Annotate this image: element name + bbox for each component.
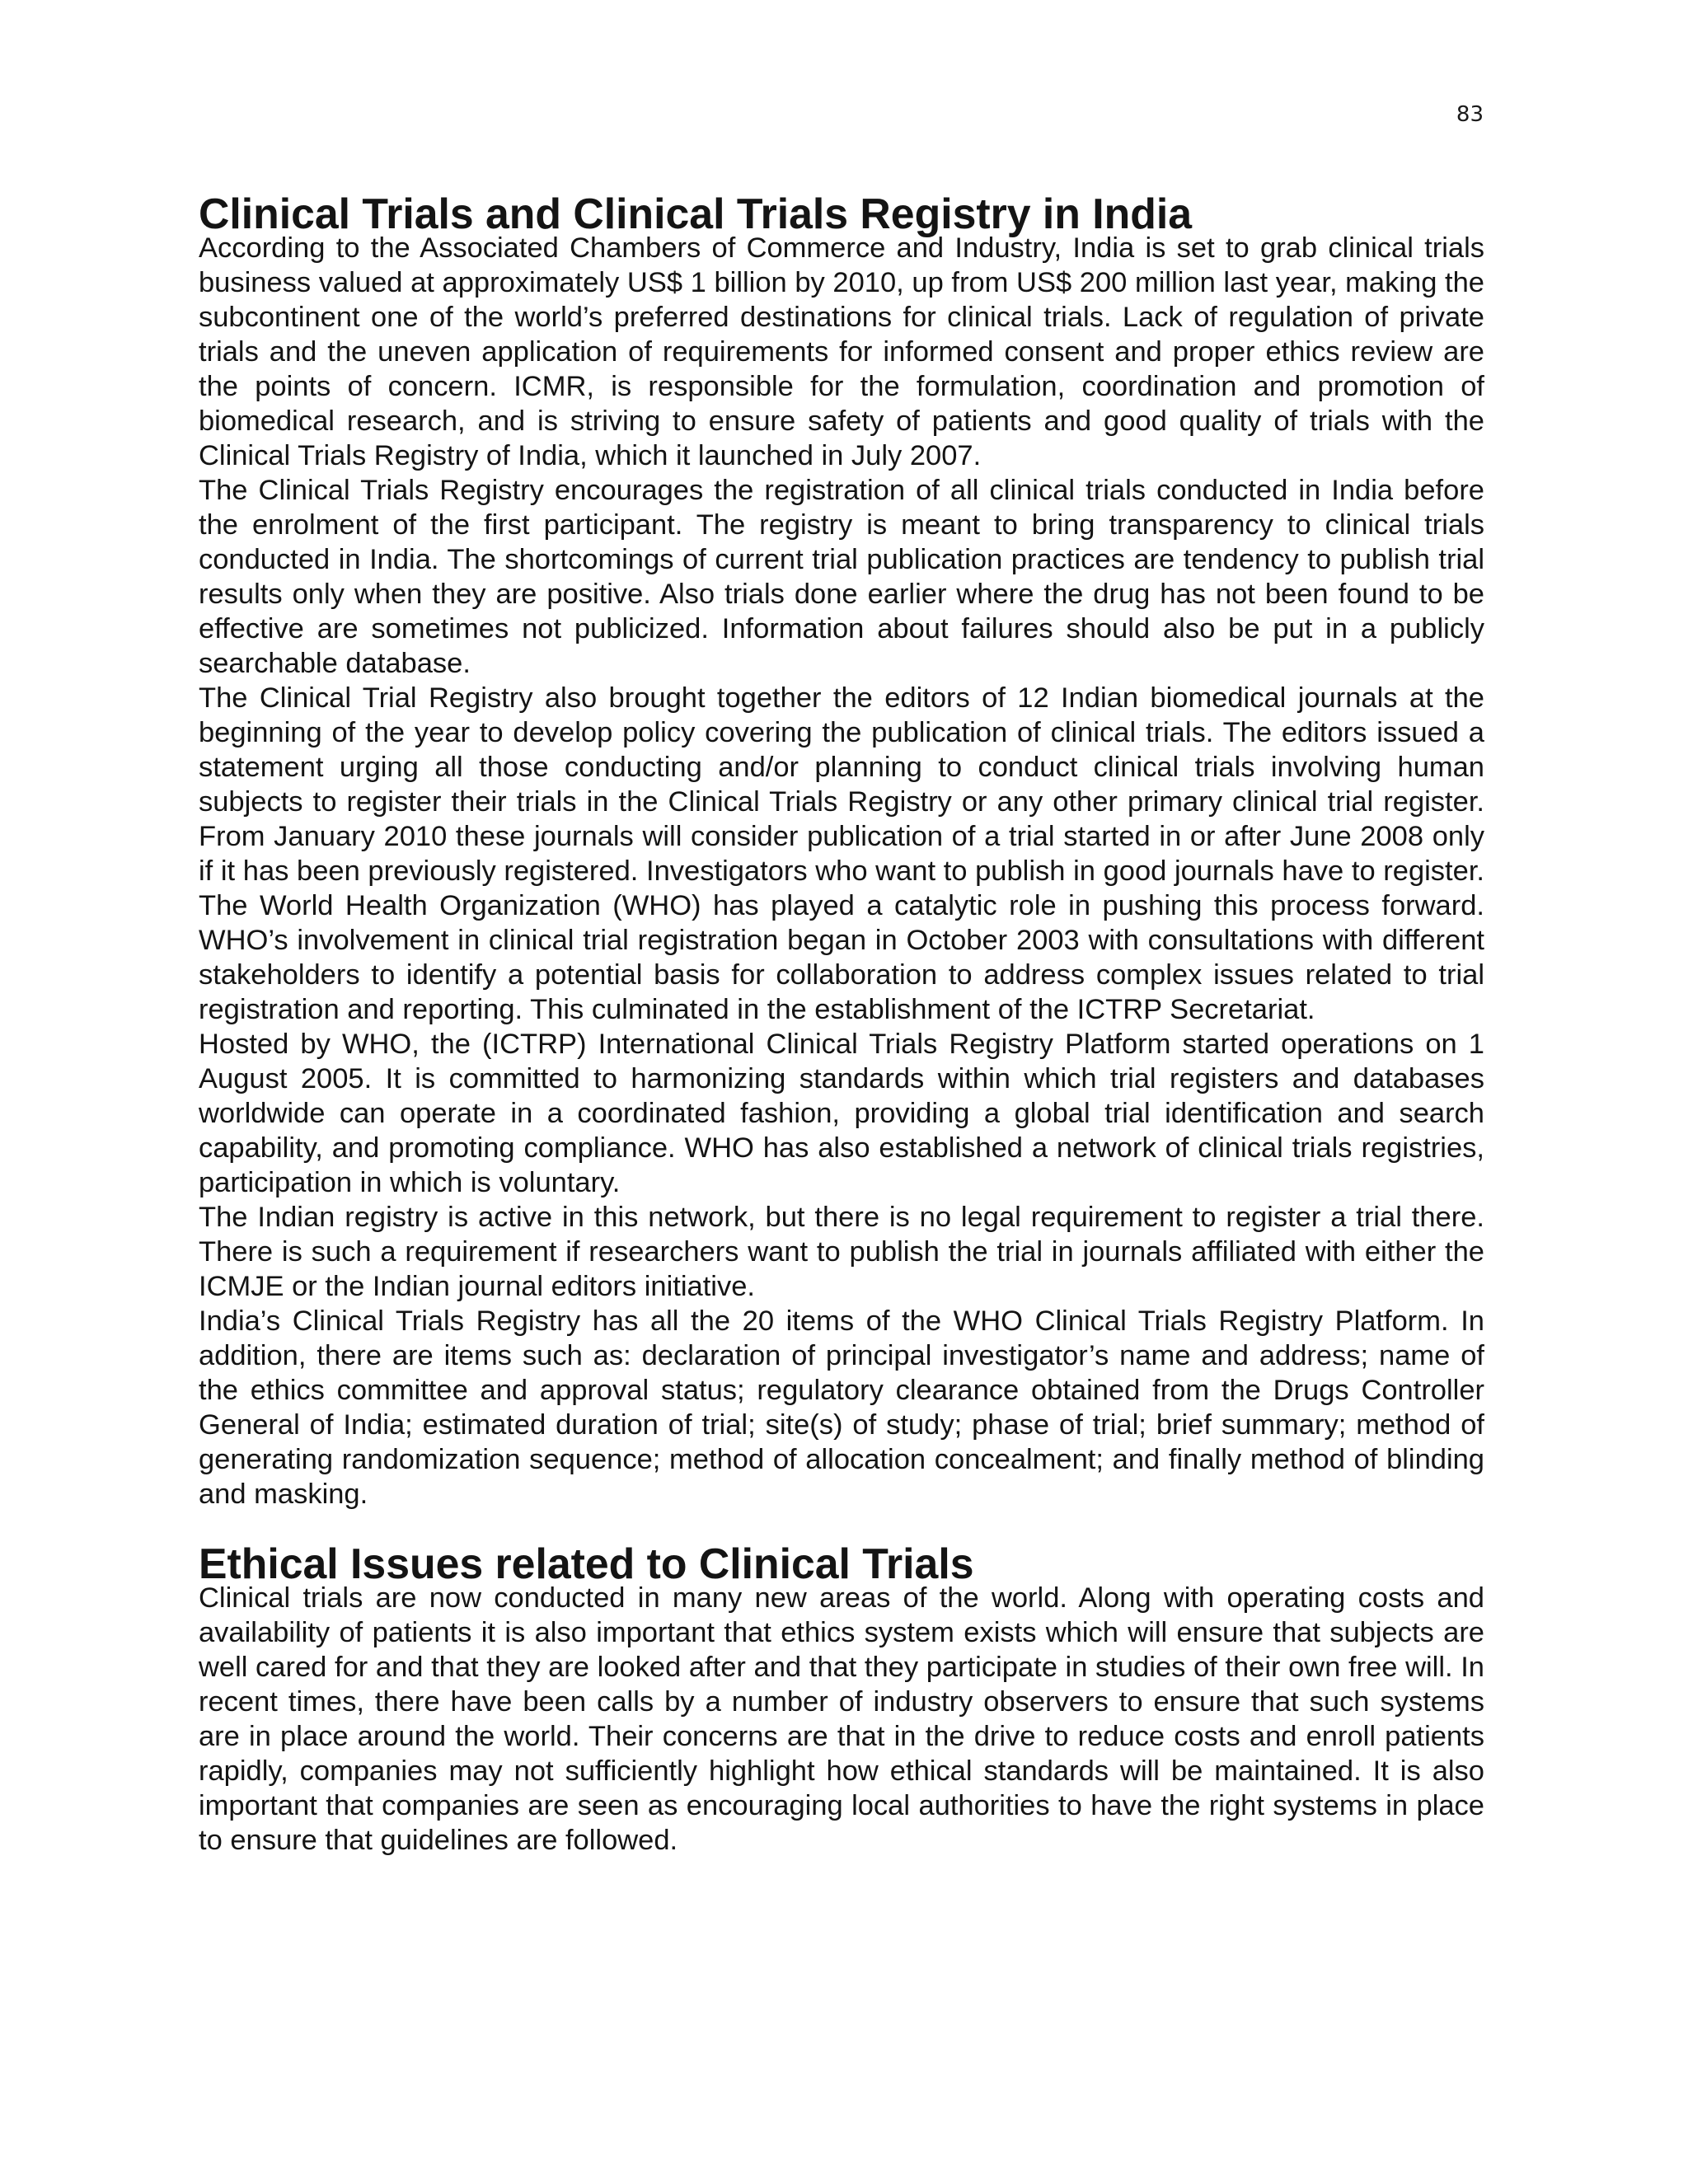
paragraph: Hosted by WHO, the (ICTRP) International Clinical Trials Registry Platform started operations on 1 August 2005. It is committed to harmonizing standards within which trial registers and databases worldwide can operate in a coordinated fashion, providing a global trial identification and search capability, and promoting compliance. WHO has also established a network of clinical trials registries, participation in which is voluntary. — [199, 1029, 1484, 1198]
paragraph: According to the Associated Chambers of Commerce and Industry, India is set to grab clinical trials business valued at approximately US$ 1 billion by 2010, up from US$ 200 million last year, making the subcontinent one of the world’s preferred destinations for clinical trials. Lack of regulation of private trials and the uneven application of requirements for informed consent and proper ethics review are the points of concern. ICMR, is responsible for the formulation, coordination and promotion of biomedical research, and is striving to ensure safety of patients and good quality of trials with the Clinical Trials Registry of India, which it launched in July 2007. — [199, 232, 1484, 471]
paragraph: The Clinical Trial Registry also brought together the editors of 12 Indian biomedical journals at the beginning of the year to develop policy covering the publication of clinical trials. The editors issued a statement urging all those conducting and/or planning to conduct clinical trials involving human subjects to register their trials in the Clinical Trials Registry or any other primary clinical trial register. From January 2010 these journals will consider publication of a trial started in or after June 2008 only if it has been previously registered. Investigators who want to publish in good journals have to register. The World Health Organization (WHO) has played a catalytic role in pushing this process forward. WHO’s involvement in clinical trial registration began in October 2003 with consultations with different stakeholders to identify a potential basis for collaboration to address complex issues related to trial registration and reporting. This culminated in the establishment of the ICTRP Secretariat. — [199, 682, 1484, 1025]
paragraph: The Indian registry is active in this network, but there is no legal requirement to register a trial there. There is such a requirement if researchers want to publish the trial in journals affiliated with either the ICMJE or the Indian journal editors initiative. — [199, 1202, 1484, 1302]
page-number: 83 — [1456, 102, 1484, 127]
paragraph: Clinical trials are now conducted in many new areas of the world. Along with operating costs and availability of patients it is also important that ethics system exists which will ensure that subjects are well cared for and that they are looked after and that they participate in studies of their own free will. In recent times, there have been calls by a number of industry observers to ensure that such systems are in place around the world. Their concerns are that in the drive to reduce costs and enroll patients rapidly, companies may not sufficiently highlight how ethical standards will be maintained. It is also important that companies are seen as encouraging local authorities to have the right systems in place to ensure that guidelines are followed. — [199, 1582, 1484, 1856]
document-body — [199, 190, 1484, 1858]
section-ethical-issues — [199, 1540, 1484, 1858]
section-heading: Clinical Trials and Clinical Trials Registry in India — [199, 190, 1193, 237]
section-heading: Ethical Issues related to Clinical Trials — [199, 1540, 974, 1587]
section-clinical-trials-registry — [199, 190, 1484, 1511]
paragraph: India’s Clinical Trials Registry has all the 20 items of the WHO Clinical Trials Registry Platform. In addition, there are items such as: declaration of principal investigator’s name and address; name of the ethics committee and approval status; regulatory clearance obtained from the Drugs Controller General of India; estimated duration of trial; site(s) of study; phase of trial; brief summary; method of generating randomization sequence; method of allocation concealment; and finally method of blinding and masking. — [199, 1305, 1484, 1510]
paragraph: The Clinical Trials Registry encourages the registration of all clinical trials conducted in India before the enrolment of the first participant. The registry is meant to bring transparency to clinical trials conducted in India. The shortcomings of current trial publication practices are tendency to publish trial results only when they are positive. Also trials done earlier where the drug has not been found to be effective are sometimes not publicized. Information about failures should also be put in a publicly searchable database. — [199, 475, 1484, 679]
